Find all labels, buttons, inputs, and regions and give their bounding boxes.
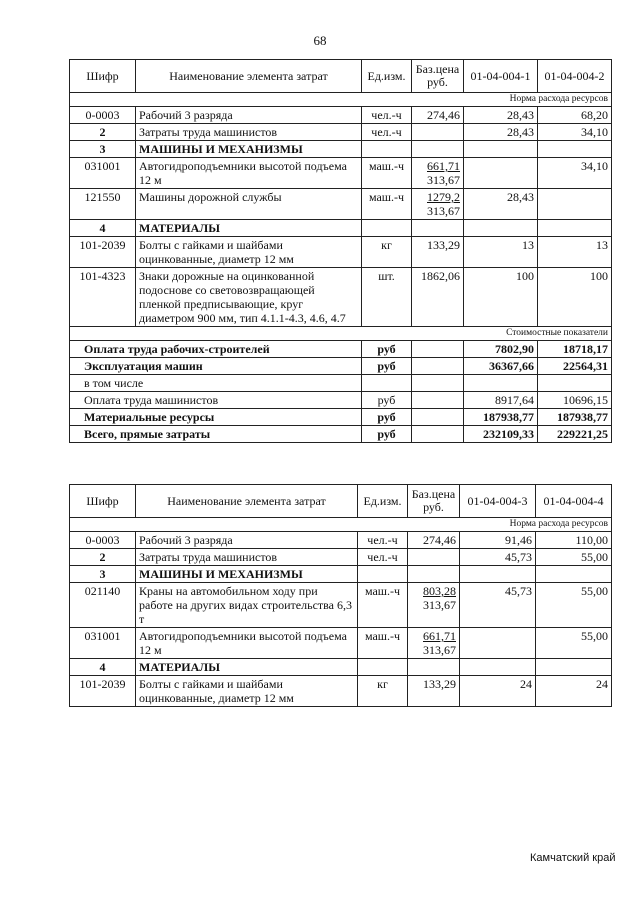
row-value-b: 55,00: [536, 628, 612, 659]
summary-value-b: 10696,15: [538, 392, 612, 409]
row-code: 0-0003: [70, 532, 136, 549]
summary-unit: руб: [362, 392, 412, 409]
row-price: 1862,06: [412, 268, 464, 327]
summary-row: [70, 358, 612, 375]
section-title: МАТЕРИАЛЫ: [136, 220, 362, 237]
row-name: Рабочий 3 разряда: [136, 532, 358, 549]
cost-caption: Стоимостные показатели: [70, 327, 612, 341]
row-name: Болты с гайками и шайбами оцинкованные, диаметр 12 мм: [136, 237, 362, 268]
row-code: 0-0003: [70, 107, 136, 124]
summary-label: в том числе: [70, 375, 362, 392]
summary-unit: руб: [362, 409, 412, 426]
summary-value-a: 232109,33: [464, 426, 538, 443]
row-code: 101-4323: [70, 268, 136, 327]
row-unit: маш.-ч: [358, 583, 408, 628]
row-name: Болты с гайками и шайбами оцинкованные, диаметр 12 мм: [136, 676, 358, 707]
section-title: МАТЕРИАЛЫ: [136, 659, 358, 676]
price-main: 661,71: [427, 159, 460, 173]
price-secondary: 313,67: [423, 598, 456, 612]
summary-unit: руб: [362, 358, 412, 375]
header-code: Шифр: [70, 485, 136, 518]
summary-value-a: 187938,77: [464, 409, 538, 426]
row-value-b: 68,20: [538, 107, 612, 124]
row-value-a: 28,43: [464, 189, 538, 220]
row-unit: маш.-ч: [362, 189, 412, 220]
row-value-a: 28,43: [464, 124, 538, 141]
summary-row: [70, 426, 612, 443]
summary-unit: руб: [362, 341, 412, 358]
table-row: [70, 189, 612, 220]
row-name: Автогидроподъемники высотой подъема 12 м: [136, 628, 358, 659]
row-code: 031001: [70, 628, 136, 659]
summary-row: [70, 409, 612, 426]
row-unit: чел.-ч: [362, 124, 412, 141]
row-value-a: 91,46: [460, 532, 536, 549]
section-code: 3: [70, 141, 136, 158]
price-main: 661,71: [423, 629, 456, 643]
table-row: [70, 676, 612, 707]
row-code: 031001: [70, 158, 136, 189]
row-unit: кг: [362, 237, 412, 268]
table-row: [70, 583, 612, 628]
summary-row: [70, 375, 612, 392]
row-value-b: 110,00: [536, 532, 612, 549]
row-price: [412, 189, 464, 220]
row-price: [412, 124, 464, 141]
estimate-table-2: [69, 484, 612, 707]
row-value-a: [464, 158, 538, 189]
summary-value-b: 22564,31: [538, 358, 612, 375]
header-col-a: 01-04-004-3: [460, 485, 536, 518]
header-unit: Ед.изм.: [362, 60, 412, 93]
summary-label: Оплата труда машинистов: [70, 392, 362, 409]
table-row: [70, 532, 612, 549]
row-unit: маш.-ч: [358, 628, 408, 659]
header-price: Баз.цена руб.: [408, 485, 460, 518]
row-unit: чел.-ч: [358, 532, 408, 549]
table-header: [70, 60, 612, 93]
section-title: МАШИНЫ И МЕХАНИЗМЫ: [136, 141, 362, 158]
section-code: 3: [70, 566, 136, 583]
summary-value-a: 36367,66: [464, 358, 538, 375]
price-main: 803,28: [423, 584, 456, 598]
section-row: [70, 220, 612, 237]
row-price: [408, 549, 460, 566]
row-name: Знаки дорожные на оцинкованной подосновe со световозвращающей пленкой предписывающие, круг диаметром 900 мм, тип 4.1.1-4.3, 4.6, 4.7: [136, 268, 362, 327]
row-name: Краны на автомобильном ходу при работе на других видах строительства 6,3 т: [136, 583, 358, 628]
summary-label: Всего, прямые затраты: [70, 426, 362, 443]
row-value-a: 24: [460, 676, 536, 707]
norm-caption: Норма расхода ресурсов: [70, 93, 612, 107]
price-main: 1279,2: [427, 190, 460, 204]
section-row: [70, 141, 612, 158]
row-code: 2: [70, 124, 136, 141]
row-value-b: 34,10: [538, 158, 612, 189]
price-secondary: 313,67: [423, 643, 456, 657]
row-value-a: 13: [464, 237, 538, 268]
row-unit: маш.-ч: [362, 158, 412, 189]
summary-value-b: 18718,17: [538, 341, 612, 358]
row-unit: кг: [358, 676, 408, 707]
row-value-a: 45,73: [460, 583, 536, 628]
row-code: 021140: [70, 583, 136, 628]
row-price: 274,46: [412, 107, 464, 124]
table-row: [70, 158, 612, 189]
summary-label: Материальные ресурсы: [70, 409, 362, 426]
section-row: [70, 659, 612, 676]
row-value-b: 55,00: [536, 583, 612, 628]
table-row: [70, 628, 612, 659]
header-price: Баз.цена руб.: [412, 60, 464, 93]
table-header: [70, 485, 612, 518]
row-price: 133,29: [408, 676, 460, 707]
summary-value-b: 229221,25: [538, 426, 612, 443]
row-price: [412, 158, 464, 189]
row-code: 2: [70, 549, 136, 566]
header-code: Шифр: [70, 60, 136, 93]
header-name: Наименование элемента затрат: [136, 60, 362, 93]
section-code: 4: [70, 220, 136, 237]
table-row: [70, 124, 612, 141]
row-unit: шт.: [362, 268, 412, 327]
header-col-b: 01-04-004-2: [538, 60, 612, 93]
row-value-a: 28,43: [464, 107, 538, 124]
row-code: 101-2039: [70, 237, 136, 268]
summary-label: Эксплуатация машин: [70, 358, 362, 375]
section-row: [70, 566, 612, 583]
row-price: 274,46: [408, 532, 460, 549]
summary-value-b: 187938,77: [538, 409, 612, 426]
price-secondary: 313,67: [427, 173, 460, 187]
row-name: Машины дорожной службы: [136, 189, 362, 220]
row-name: Затраты труда машинистов: [136, 124, 362, 141]
row-price: [408, 628, 460, 659]
row-code: 101-2039: [70, 676, 136, 707]
row-unit: чел.-ч: [362, 107, 412, 124]
row-value-b: 100: [538, 268, 612, 327]
row-value-a: [460, 628, 536, 659]
header-col-b: 01-04-004-4: [536, 485, 612, 518]
summary-row: [70, 392, 612, 409]
row-name: Затраты труда машинистов: [136, 549, 358, 566]
table-row: [70, 107, 612, 124]
row-value-a: 45,73: [460, 549, 536, 566]
norm-caption: Норма расхода ресурсов: [70, 518, 612, 532]
section-code: 4: [70, 659, 136, 676]
summary-unit: руб: [362, 426, 412, 443]
row-price: 133,29: [412, 237, 464, 268]
row-value-b: 34,10: [538, 124, 612, 141]
header-unit: Ед.изм.: [358, 485, 408, 518]
table-row: [70, 549, 612, 566]
section-title: МАШИНЫ И МЕХАНИЗМЫ: [136, 566, 358, 583]
footer-region: Камчатский край: [530, 852, 616, 864]
row-price: [408, 583, 460, 628]
row-name: Автогидроподъемники высотой подъема 12 м: [136, 158, 362, 189]
row-code: 121550: [70, 189, 136, 220]
row-value-b: [538, 189, 612, 220]
header-name: Наименование элемента затрат: [136, 485, 358, 518]
table-row: [70, 268, 612, 327]
summary-row: [70, 341, 612, 358]
summary-value-a: 7802,90: [464, 341, 538, 358]
page-number: 68: [313, 33, 327, 48]
row-value-b: 13: [538, 237, 612, 268]
price-secondary: 313,67: [427, 204, 460, 218]
estimate-table-1: [69, 59, 612, 443]
table-row: [70, 237, 612, 268]
row-name: Рабочий 3 разряда: [136, 107, 362, 124]
summary-value-a: 8917,64: [464, 392, 538, 409]
row-value-b: 24: [536, 676, 612, 707]
row-value-b: 55,00: [536, 549, 612, 566]
summary-label: Оплата труда рабочих-строителей: [70, 341, 362, 358]
header-col-a: 01-04-004-1: [464, 60, 538, 93]
row-value-a: 100: [464, 268, 538, 327]
row-unit: чел.-ч: [358, 549, 408, 566]
